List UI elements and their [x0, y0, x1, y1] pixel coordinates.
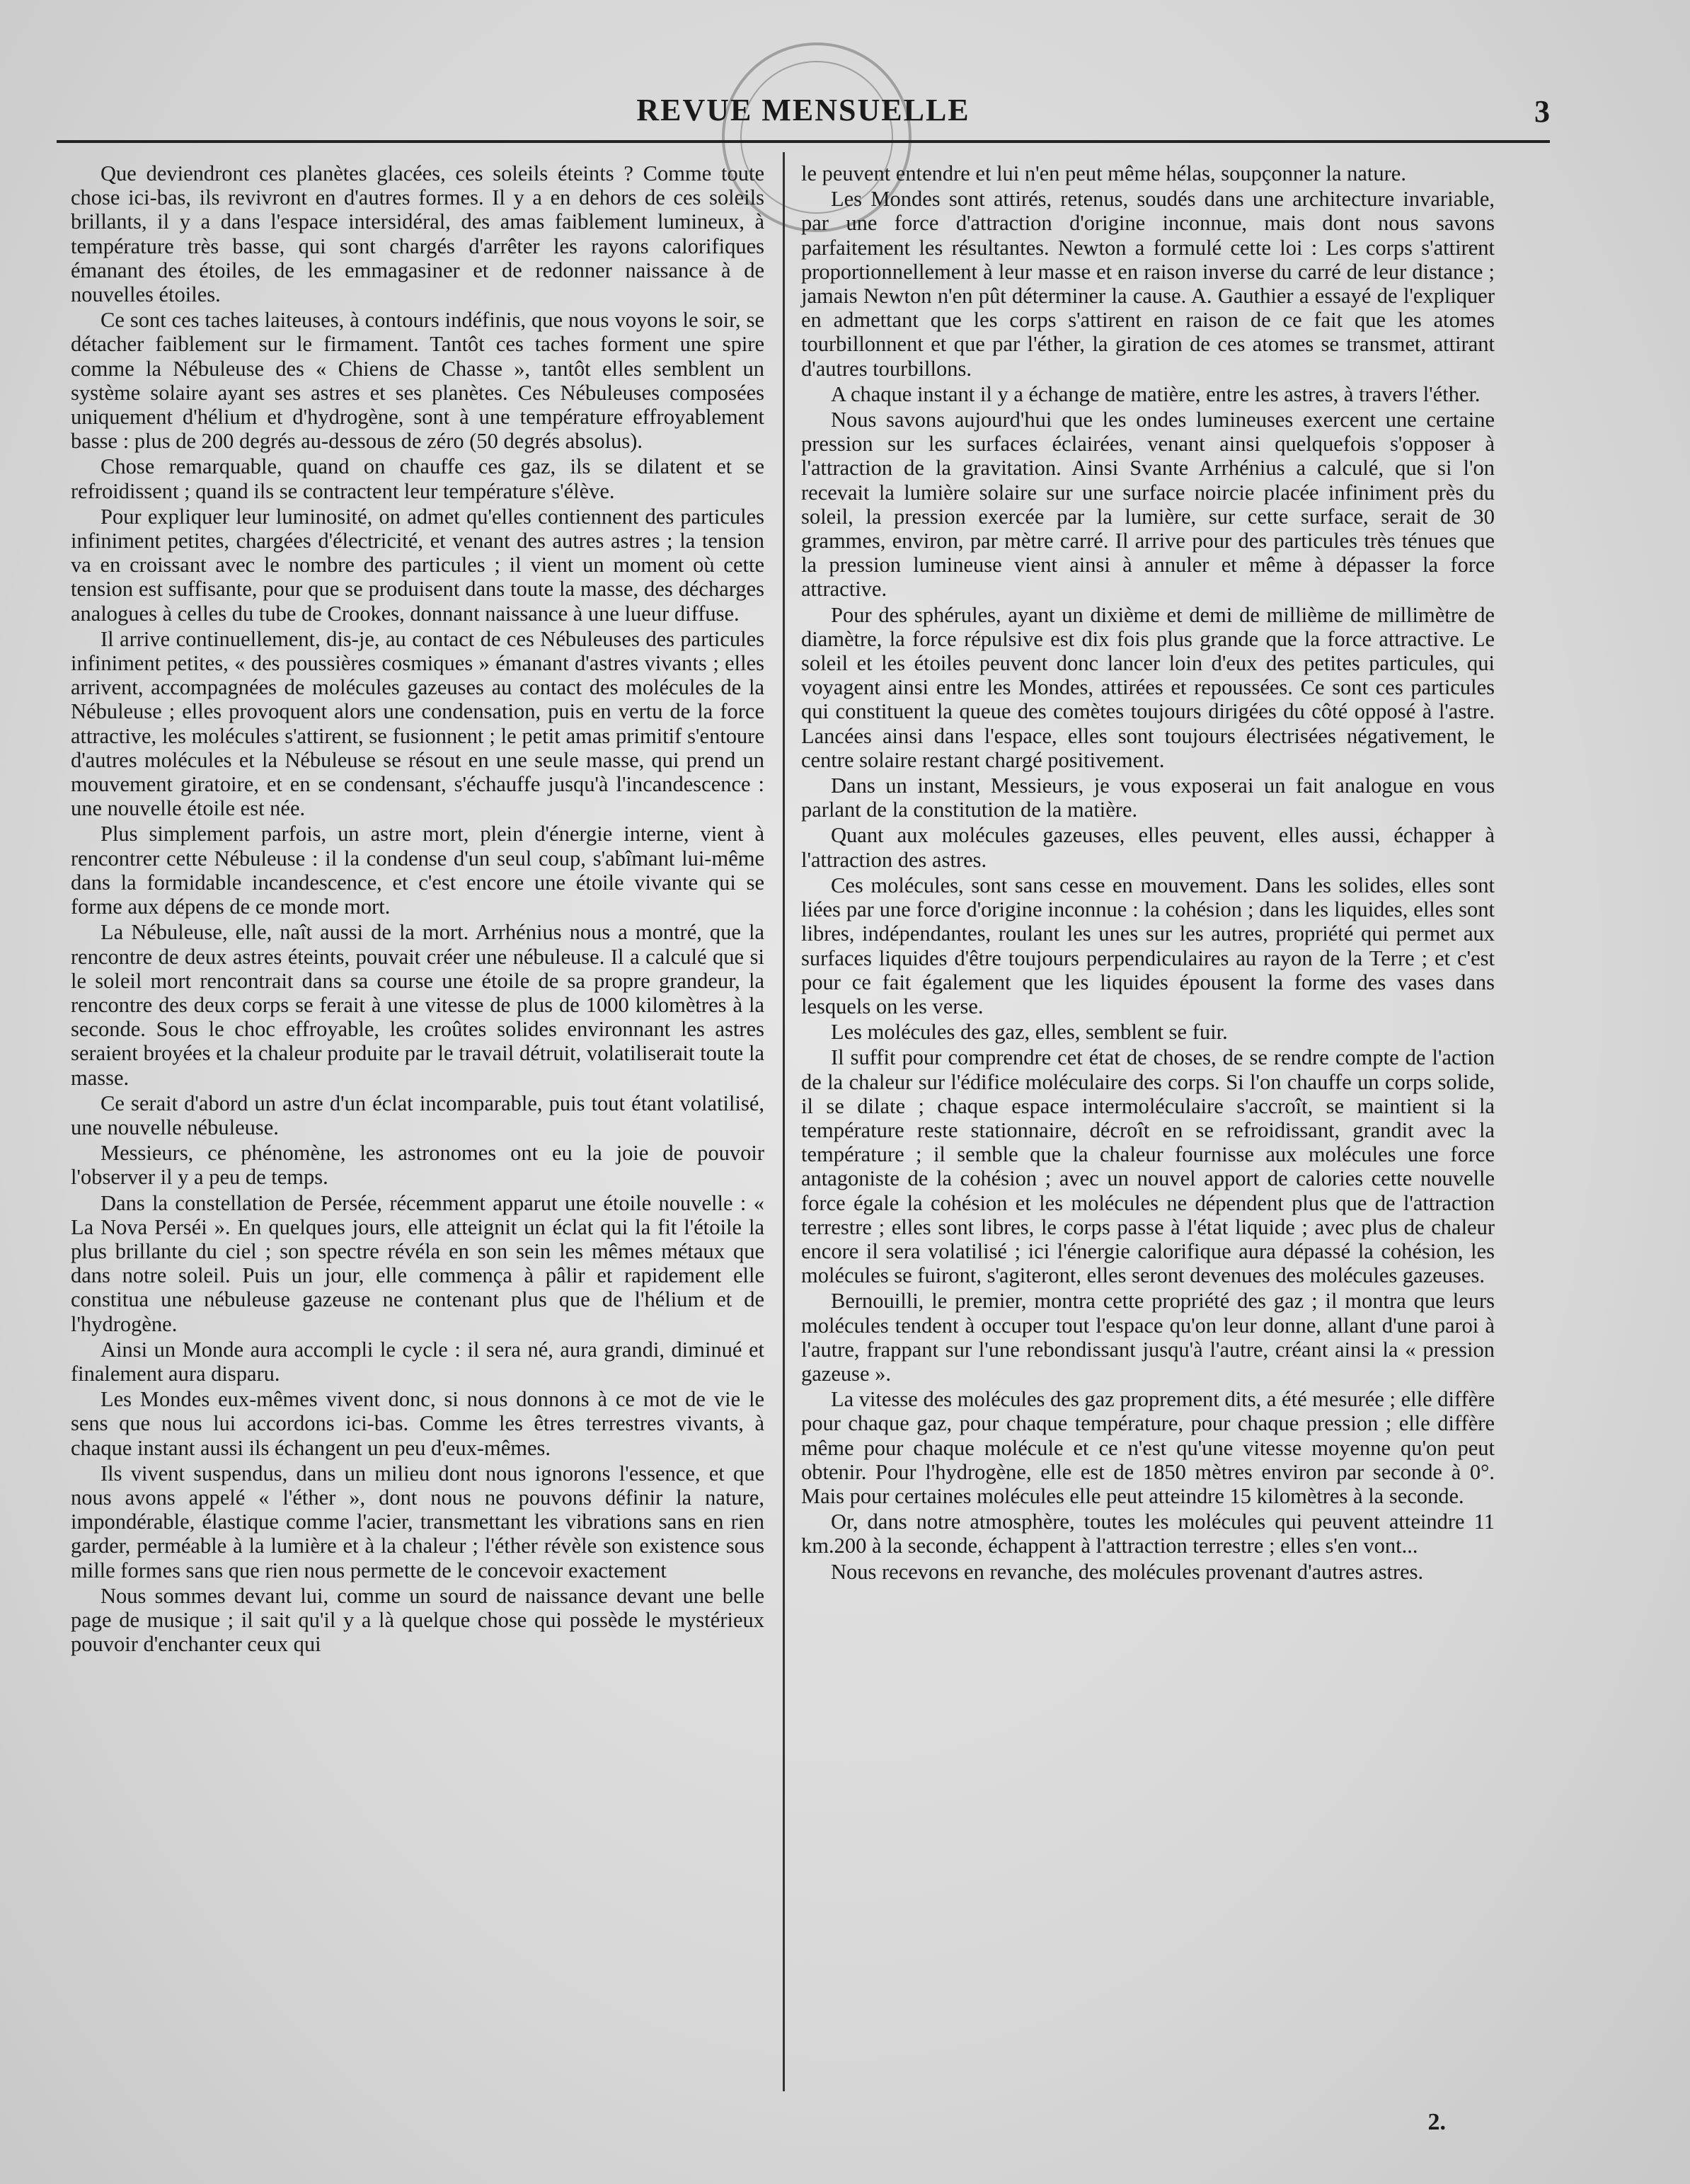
paragraph: La vitesse des molécules des gaz proprement dits, a été mesurée ; elle diffère pour chaque gaz, pour chaque température, pour chaque pression ; elle diffère même pour chaque molécule et ce n'est qu'une vitesse moyenne qu'on peut obtenir. Pour l'hydrogène, elle est de 1850 mètres environ par seconde à 0°. Mais pour certaines molécules elle peut atteindre 15 kilomètres à la seconde.: [801, 1387, 1495, 1508]
signature-mark: 2.: [1427, 2109, 1446, 2135]
right-column: [801, 161, 1495, 1585]
paragraph: Les molécules des gaz, elles, semblent se fuir.: [831, 1020, 1228, 1045]
paragraph: Or, dans notre atmosphère, toutes les molécules qui peuvent atteindre 11 km.200 à la seconde, échappent à l'attraction terrestre ; elles s'en vont...: [801, 1510, 1495, 1558]
paragraph: Quant aux molécules gazeuses, elles peuvent, elles aussi, échapper à l'attraction des astres.: [801, 823, 1495, 872]
running-title: REVUE MENSUELLE: [636, 93, 970, 127]
paragraph: Ils vivent suspendus, dans un milieu dont nous ignorons l'essence, et que nous avons appelé « l'éther », dont nous ne pouvons définir la nature, impondérable, élastique comme l'acier, transmettant les vibrations sans en rien garder, perméable à la lumière et à la chaleur ; l'éther révèle son existence sous mille formes sans que rien nous permette de le concevoir exactement: [71, 1461, 764, 1582]
paragraph: Pour expliquer leur luminosité, on admet qu'elles contiennent des particules infiniment petites, chargées d'électricité, et venant des autres astres ; la tension va en croissant avec le nombre des particules ; il vient un moment où cette tension est suffisante, pour que se produisent dans toute la masse, des décharges analogues à celles du tube de Crookes, donnant naissance à une lueur diffuse.: [71, 504, 764, 626]
paragraph: Les Mondes eux-mêmes vivent donc, si nous donnons à ce mot de vie le sens que nous lui accordons ici-bas. Comme les êtres terrestres vivants, à chaque instant aussi ils échangent un peu d'eux-mêmes.: [71, 1387, 764, 1460]
paragraph: Que deviendront ces planètes glacées, ces soleils éteints ? Comme toute chose ici-bas, ils revivront en d'autres formes. Il y a en dehors de ces soleils brillants, il y a dans l'espace intersidéral, des amas faiblement lumineux, à température très basse, qui sont chargés d'arrêter les rayons calorifiques émanant des étoiles, de les emmagasiner et de redonner naissance à de nouvelles étoiles.: [71, 161, 764, 307]
header-rule: [57, 140, 1550, 143]
paragraph: Nous sommes devant lui, comme un sourd de naissance devant une belle page de musique ; il sait qu'il y a là quelque chose qui possède le mystérieux pouvoir d'enchanter ceux qui: [71, 1583, 764, 1657]
paragraph: Nous savons aujourd'hui que les ondes lumineuses exercent une certaine pression sur les surfaces éclairées, venant ainsi quelquefois s'opposer à l'attraction de la gravitation. Ainsi Svante Arrhénius a calculé, que si l'on recevait la lumière solaire sur une surface noircie placée infiniment près du soleil, la pression exercée par la lumière, sur cette surface, serait de 30 grammes, environ, par mètre carré. Il arrive pour des particules très ténues que la pression lumineuse vient ainsi à annuler et même à dépasser la force attractive.: [801, 408, 1495, 602]
paragraph: Dans un instant, Messieurs, je vous exposerai un fait analogue en vous parlant de la constitution de la matière.: [801, 774, 1495, 822]
paragraph: Ces molécules, sont sans cesse en mouvement. Dans les solides, elles sont liées par une force d'origine inconnue : la cohésion ; dans les liquides, elles sont libres, indépendantes, roulant les unes sur les autres, propriété qui permet aux surfaces liquides d'être toujours perpendiculaires au rayon de la Terre ; et c'est pour ce fait également que les liquides épousent la forme des vases dans lesquels on les verse.: [801, 873, 1495, 1018]
paragraph: Chose remarquable, quand on chauffe ces gaz, ils se dilatent et se refroidissent ; quand ils se contractent leur température s'élève.: [71, 454, 764, 503]
paragraph: Pour des sphérules, ayant un dixième et demi de millième de millimètre de diamètre, la force répulsive est dix fois plus grande que la force attractive. Le soleil et les étoiles peuvent donc lancer loin d'eux des petites particules, qui voyagent ainsi entre les Mondes, attirées et repoussées. Ce sont ces particules qui constituent la queue des comètes toujours dirigées du côté opposé à l'astre. Lancées ainsi dans l'espace, elles sont toujours électrisées négativement, le centre solaire restant chargé positivement.: [801, 602, 1495, 772]
paragraph: Bernouilli, le premier, montra cette propriété des gaz ; il montra que leurs molécules tendent à occuper tout l'espace qu'on leur donne, allant d'une paroi à l'autre, frappant sur l'une rebondissant jusqu'à l'autre, créant ainsi la « pression gazeuse ».: [801, 1289, 1495, 1386]
paragraph: Ainsi un Monde aura accompli le cycle : il sera né, aura grandi, diminué et finalement aura disparu.: [71, 1337, 764, 1386]
page-number: 3: [1534, 94, 1550, 129]
paragraph: Messieurs, ce phénomène, les astronomes ont eu la joie de pouvoir l'observer il y a peu de temps.: [71, 1141, 764, 1190]
paragraph: Il suffit pour comprendre cet état de choses, de se rendre compte de l'action de la chaleur sur l'édifice moléculaire des corps. Si l'on chauffe un corps solide, il se dilate ; chaque espace intermoléculaire s'accroît, se maintient si la température reste stationnaire, décroît en se refroidissant, grandit avec la température ; il semble que la chaleur fournisse aux molécules une force antagoniste de la cohésion ; avec un nouvel apport de calories cette nouvelle force égale la cohésion et les molécules ne dépendent plus que de l'attraction terrestre ; elles sont libres, le corps passe à l'état liquide ; avec plus de chaleur encore il sera volatilisé ; ici l'énergie calorifique aura dépassé la cohésion, les molécules se fuiront, s'agiteront, elles seront devenues des molécules gazeuses.: [801, 1045, 1495, 1288]
paragraph: Ce sont ces taches laiteuses, à contours indéfinis, que nous voyons le soir, se détacher faiblement sur le firmament. Tantôt ces taches forment une spire comme la Nébuleuse des « Chiens de Chasse », tantôt elles semblent un système solaire ayant ses astres et ses planètes. Ces Nébuleuses composées uniquement d'hélium et d'hydrogène, sont à une température effroyablement basse : plus de 200 degrés au-dessous de zéro (50 degrés absolus).: [71, 308, 764, 454]
paragraph: Ce serait d'abord un astre d'un éclat incomparable, puis tout étant volatilisé, une nouvelle nébuleuse.: [71, 1091, 764, 1139]
paragraph: Nous recevons en revanche, des molécules provenant d'autres astres.: [831, 1559, 1424, 1584]
page-header: [57, 78, 1550, 142]
paragraph: Dans la constellation de Persée, récemment apparut une étoile nouvelle : « La Nova Perséi ». En quelques jours, elle atteignit un éclat qui la fit l'étoile la plus brillante du ciel ; son spectre révéla en son sein les mêmes métaux que dans notre soleil. Puis un jour, elle commença à pâlir et rapidement elle constitua une nébuleuse gazeuse ne contenant plus que de l'hélium et de l'hydrogène.: [71, 1190, 764, 1336]
paragraph: La Nébuleuse, elle, naît aussi de la mort. Arrhénius nous a montré, que la rencontre de deux astres éteints, pouvait créer une nébuleuse. Il a calculé que si le soleil mort rencontrait dans sa course une étoile de sa propre grandeur, la rencontre des deux corps se ferait à une vitesse de plus de 1000 kilomètres à la seconde. Sous le choc effroyable, les croûtes solides environnant les astres seraient broyées et la chaleur produite par le travail détruit, volatiliserait toute la masse.: [71, 920, 764, 1090]
left-column: [71, 161, 764, 1657]
paragraph: Plus simplement parfois, un astre mort, plein d'énergie interne, vient à rencontrer cette Nébuleuse : il la condense d'un seul coup, s'abîmant lui-même dans la formidable incandescence, et c'est encore une étoile vivante qui se forme aux dépens de ce monde mort.: [71, 822, 764, 919]
column-divider: [783, 152, 785, 2091]
paragraph: Les Mondes sont attirés, retenus, soudés dans une architecture invariable, par une force d'attraction d'origine inconnue, mais dont nous savons parfaitement les résultantes. Newton a formulé cette loi : Les corps s'attirent proportionnellement à leur masse et en raison inverse du carré de leur distance ; jamais Newton n'en pût déterminer la cause. A. Gauthier a essayé de l'expliquer en admettant que les corps s'attirent en raison de ce fait que les atomes tourbillonnent et que par l'éther, la giration de ces atomes se transmet, attirant d'autres tourbillons.: [801, 187, 1495, 381]
paragraph-continuation: le peuvent entendre et lui n'en peut même hélas, soupçonner la nature.: [801, 161, 1406, 185]
paragraph: A chaque instant il y a échange de matière, entre les astres, à travers l'éther.: [831, 381, 1481, 406]
paragraph: Il arrive continuellement, dis-je, au contact de ces Nébuleuses des particules infiniment petites, « des poussières cosmiques » émanant d'astres vivants ; elles arrivent, accompagnées de molécules gazeuses au contact des molécules de la Nébuleuse ; elles provoquent alors une condensation, puis en vertu de la force attractive, les molécules s'attirent, se fusionnent ; le petit amas primitif s'entoure d'autres molécules et la Nébuleuse se résout en une seule masse, qui prend un mouvement giratoire, et en se condensant, s'échauffe jusqu'à l'incandescence : une nouvelle étoile est née.: [71, 626, 764, 821]
